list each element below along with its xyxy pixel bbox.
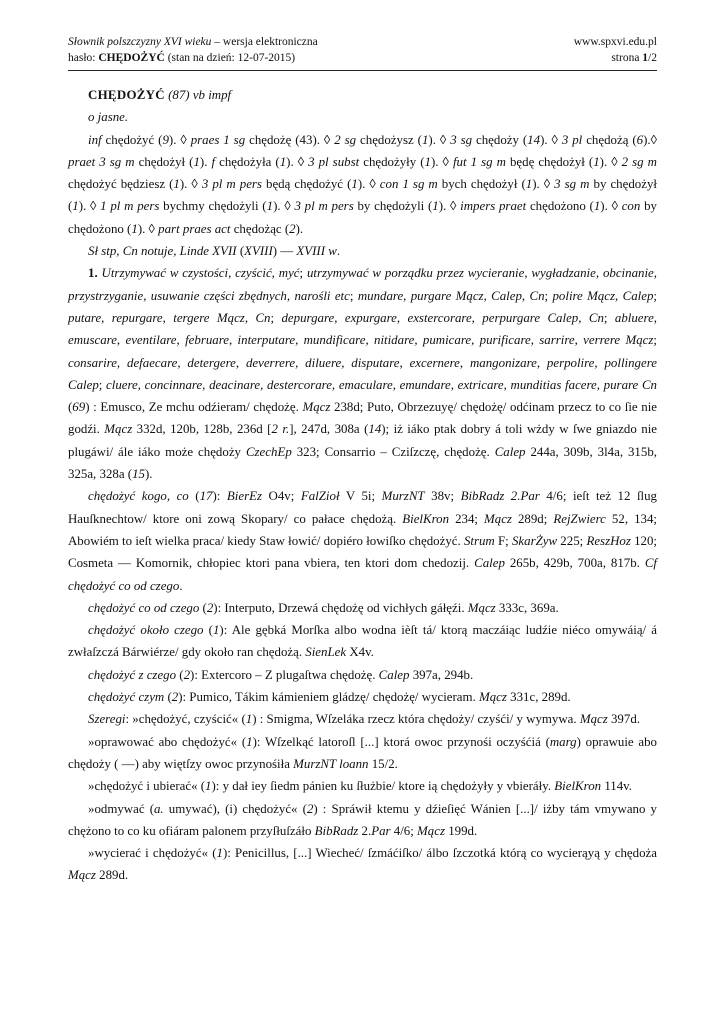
header-divider xyxy=(68,70,657,71)
text-segment: chędożą ( xyxy=(582,132,637,147)
text-segment: ). ◊ xyxy=(179,177,202,192)
italic-segment: 2 xyxy=(306,801,314,816)
italic-segment: Mącz xyxy=(68,868,96,883)
italic-segment: Mącz xyxy=(579,712,608,727)
text-segment: ) : Spráwił ktemu y dźieſięć Wánien [...]/ iżby tám vmywano y chężono to co ku ofiáram palonem przyſłuſzáło xyxy=(68,801,658,838)
text-segment: V 5i; xyxy=(339,489,382,504)
italic-segment: Szeregi xyxy=(88,712,126,727)
text-segment: ); iż iáko ptak dobry á toli wżdy w ſwe gniazdo nie plugáwi/ ále iáko może chędoży xyxy=(68,422,657,459)
usage-paragraph xyxy=(68,485,657,596)
italic-segment: polire Mącz, Calep xyxy=(552,288,654,303)
italic-segment: BibRadz 2.Par xyxy=(460,489,540,504)
text-segment: 333c, 369a. xyxy=(495,600,559,615)
text-segment: : »chędożyć, czyścić« ( xyxy=(125,712,246,727)
italic-segment: 3 pl xyxy=(561,132,583,147)
text-segment: ). xyxy=(144,467,153,482)
part-of-speech: vb impf xyxy=(189,88,232,102)
text-segment: ). ◊ xyxy=(438,199,461,214)
italic-segment: abluere, emuscare, eventilare, februare, interputare, mundificare, nitidare, pumicare, purificare, sarrire, verrere Mącz xyxy=(68,310,658,348)
text-segment: chędożysz ( xyxy=(356,132,422,147)
usage-paragraph xyxy=(68,686,657,708)
italic-segment: 3 pl m pers xyxy=(294,199,354,214)
text-segment: ): Pumico, Tákim kámieniem gládzę/ chędożę/ wycieram. xyxy=(178,690,479,705)
italic-segment: Mącz xyxy=(417,823,445,838)
italic-segment: 1 xyxy=(421,132,429,147)
text-segment: 397a, 294b. xyxy=(409,667,474,682)
italic-segment: a. xyxy=(153,801,164,816)
text-segment: 225; xyxy=(557,533,587,548)
bold-segment: 1. xyxy=(88,266,98,281)
italic-segment: Par xyxy=(371,823,391,838)
text-segment: 238d; Puto, Obrzezuyę/ chędożę/ odćinam przecz to co ſie nie godźi. xyxy=(68,400,657,437)
text-segment: 4/6; ieſt też 12 ſlug Hauſknechtow/ ktore oni zową Skopary/ co pałace chędożą. xyxy=(68,489,657,526)
text-segment: chędożyła ( xyxy=(215,154,280,169)
text-segment: 52, 134; Abowiém to ieſt wielka praca/ kiedy Staw łowić/ dopiéro łowiſko chędożyć. xyxy=(68,511,657,548)
text-segment: ; xyxy=(544,288,553,303)
text-segment: ) : Smigma, Wſzeláka rzecz która chędoży/ czyśći/ y wymywa. xyxy=(252,712,580,727)
italic-segment: praet 3 sg m xyxy=(68,154,135,169)
italic-segment: XVIII w xyxy=(296,244,337,259)
text-segment: chędożąc ( xyxy=(230,221,290,236)
text-segment: . xyxy=(336,244,341,259)
italic-segment: 2 xyxy=(171,690,179,705)
text-segment: bych chędożył ( xyxy=(437,177,526,192)
text-segment: ).◊ xyxy=(643,132,658,147)
entry-headline xyxy=(68,84,657,106)
italic-segment: f xyxy=(211,154,216,169)
italic-segment: chędożyć około czego xyxy=(88,623,204,638)
usage-paragraph xyxy=(68,597,657,619)
italic-segment: SienLek xyxy=(305,645,347,660)
italic-segment: impers praet xyxy=(460,199,527,214)
text-segment: ): Interputo, Drzewá chędożę od vichłych gáłęźi. xyxy=(213,600,468,615)
italic-segment: RejZwierc xyxy=(553,511,606,526)
text-segment: ( xyxy=(203,623,213,638)
text-segment: ( xyxy=(188,489,200,504)
italic-segment: depurgare, expurgare, exstercorare, perpurgare Calep, Cn xyxy=(281,310,604,325)
inflection-forms xyxy=(68,129,657,240)
italic-segment: 1 xyxy=(424,154,431,169)
italic-segment: 14 xyxy=(527,132,541,147)
italic-segment: con xyxy=(621,199,641,214)
italic-segment: Strum xyxy=(463,533,495,548)
italic-segment: chędożyć kogo, co xyxy=(88,489,189,504)
text-segment: 289d. xyxy=(95,868,129,883)
text-segment: ). ◊ xyxy=(540,132,562,147)
italic-segment: 9 xyxy=(162,132,169,147)
text-segment: O4v; xyxy=(262,489,301,504)
usage-paragraph xyxy=(68,731,657,776)
text-segment: 120; Cosmeta — Komornik, chłopiec ktori pana vbiera, ten ktori dom chedozij. xyxy=(68,533,658,571)
text-segment: ). ◊ xyxy=(600,199,622,214)
text-segment: ). xyxy=(199,154,212,169)
italic-segment: 2 r. xyxy=(271,422,290,437)
text-segment: umywać), (i) chędożyć« ( xyxy=(163,801,307,816)
italic-segment: part praes act xyxy=(158,221,231,236)
text-segment: by chędożono ( xyxy=(68,199,657,236)
italic-segment: 1 xyxy=(593,199,601,214)
italic-segment: Calep xyxy=(378,667,410,682)
italic-segment: MurzNT loann xyxy=(293,756,369,771)
header-page xyxy=(611,50,657,66)
text-segment: chędożyć ( xyxy=(101,132,163,147)
text-segment: ): Extercoro – Z plugaſtwa chędożę. xyxy=(190,667,379,682)
headword: CHĘDOŻYĆ xyxy=(88,88,165,102)
italic-segment: Sł stp, Cn notuje, Linde XVII xyxy=(88,244,237,259)
text-segment: by chędożył ( xyxy=(68,177,657,214)
source-title: Słownik polszczyzny XVI wieku xyxy=(68,36,212,48)
italic-segment: Mącz xyxy=(479,690,507,705)
text-segment: ; xyxy=(653,288,657,303)
text-segment: ). ◊ xyxy=(273,199,295,214)
italic-segment: 6 xyxy=(636,132,644,147)
pron-note-text: o jasne. xyxy=(88,110,129,125)
italic-segment: 1 xyxy=(216,846,223,861)
usage-paragraph xyxy=(68,708,657,730)
text-segment: ; xyxy=(603,310,615,325)
italic-segment: 1 xyxy=(525,177,533,192)
text-segment: 331c, 289d. xyxy=(506,690,571,705)
text-segment: . xyxy=(179,578,183,593)
haslo-word: CHĘDOŻYĆ xyxy=(98,52,165,64)
italic-segment: SkarŻyw xyxy=(511,533,558,548)
usage-paragraph xyxy=(68,842,657,887)
text-segment: ). ◊ xyxy=(168,132,191,147)
italic-segment: 14 xyxy=(368,422,382,437)
text-segment: ). ◊ xyxy=(286,154,309,169)
text-segment: 397d. xyxy=(607,712,640,727)
italic-segment: 2 sg m xyxy=(621,154,657,169)
sense-1 xyxy=(68,262,657,485)
italic-segment: 1 xyxy=(246,734,253,749)
text-segment: ). ◊ xyxy=(78,199,101,214)
italic-segment: inf xyxy=(88,132,102,147)
italic-segment: 15 xyxy=(132,467,145,482)
italic-segment: 1 xyxy=(351,177,358,192)
italic-segment: 1 xyxy=(593,154,600,169)
header-haslo xyxy=(68,50,295,66)
italic-segment: BierEz xyxy=(226,489,262,504)
header-row-1 xyxy=(68,34,657,50)
italic-segment: 2 xyxy=(289,221,296,236)
italic-segment: BibRadz xyxy=(314,823,359,838)
text-segment: chędożył ( xyxy=(134,154,194,169)
text-segment: ): xyxy=(212,489,227,504)
italic-segment: 1 xyxy=(245,712,253,727)
text-segment: będą chędożyć ( xyxy=(261,177,352,192)
italic-segment: 2 sg xyxy=(334,132,357,147)
header-website: www.spxvi.edu.pl xyxy=(573,36,657,48)
text-segment: 244a, 309b, 3l4a, 315b, 325a, 328a ( xyxy=(68,444,657,482)
italic-segment: chędożyć z czego xyxy=(88,667,177,682)
text-segment: »chędożyć i ubierać« ( xyxy=(88,779,206,794)
source-dictionaries xyxy=(68,240,657,262)
text-segment: 15/2. xyxy=(368,756,398,771)
italic-segment: con 1 sg m xyxy=(379,177,438,192)
entry-content xyxy=(68,84,657,887)
page-number: 1 xyxy=(642,52,649,64)
text-segment: by chędożyli ( xyxy=(353,199,433,214)
header-row-2 xyxy=(68,50,657,66)
italic-segment: 69 xyxy=(72,400,86,415)
text-segment: ). ◊ xyxy=(532,177,555,192)
text-segment: ): y dał iey ſiedm pánien ku ſłużbie/ ktore ią chędożyły y vbieráły. xyxy=(211,779,555,794)
text-segment: ). ◊ xyxy=(428,132,451,147)
text-segment: 265b, 429b, 700a, 817b. xyxy=(504,556,645,571)
text-segment: chędoży ( xyxy=(472,132,528,147)
text-segment: 114v. xyxy=(601,779,633,794)
italic-segment: Mącz xyxy=(302,400,331,415)
text-segment: chędożę (43). ◊ xyxy=(245,132,335,147)
text-segment: bychmy chędożyli ( xyxy=(159,199,267,214)
text-segment: ) — xyxy=(272,244,297,259)
italic-segment: 3 sg m xyxy=(554,177,590,192)
header-source xyxy=(68,34,318,50)
italic-segment: BielKron xyxy=(402,511,450,526)
text-segment: ): Ale gębká Morſka albo wodna ièſt tá/ ktorą maczáiąc ludźie niéco omywáią/ á zwłaſzczá Bárwiérze/ gdy około ran chędożą. xyxy=(68,623,657,660)
text-segment: 323; Consarrio – Cziſzczę, chędożę. xyxy=(291,444,495,459)
italic-segment: marg xyxy=(549,734,577,749)
italic-segment: 1 xyxy=(266,199,274,214)
italic-segment: Mącz xyxy=(467,600,496,615)
italic-segment: 1 xyxy=(173,177,180,192)
text-segment: ). ◊ xyxy=(137,221,159,236)
text-segment: 234; xyxy=(449,511,485,526)
italic-segment: cluere, concinnare, deacinare, destercorare, emaculare, emundare, extricare, munditias facere, purare Cn xyxy=(106,377,657,392)
text-segment: 289d; xyxy=(511,511,554,526)
text-segment: 2. xyxy=(358,823,372,838)
italic-segment: 1 xyxy=(212,623,220,638)
italic-segment: 1 xyxy=(193,154,200,169)
italic-segment: 1 xyxy=(205,779,212,794)
text-segment: chędożyły ( xyxy=(359,154,425,169)
text-segment: ( xyxy=(176,667,184,682)
italic-segment: Mącz xyxy=(104,422,133,437)
usage-paragraphs xyxy=(68,485,657,886)
italic-segment: 1 xyxy=(131,221,138,236)
text-segment: 199d. xyxy=(444,823,478,838)
italic-segment: 1 xyxy=(72,199,79,214)
text-segment: 38v; xyxy=(424,489,461,504)
text-segment: ): Wſzelkąć latoroſl [...] ktorá owoc przynośi oczyśćiá ( xyxy=(252,734,550,749)
italic-segment: putare, repurgare, tergere Mącz, Cn xyxy=(68,310,271,325)
text-segment: ; xyxy=(98,377,107,392)
text-segment: F; xyxy=(494,533,512,548)
italic-segment: BielKron xyxy=(554,779,602,794)
page-total: /2 xyxy=(648,52,657,64)
text-segment: ). ◊ xyxy=(431,154,453,169)
italic-segment: consarire, defaecare, detergere, deverrere, diluere, disputare, excernere, mangonizare, perpolire, pollingere Calep xyxy=(68,355,657,392)
italic-segment: mundare, purgare Mącz, Calep, Cn xyxy=(357,288,545,303)
headword-count: (87) xyxy=(168,88,190,102)
haslo-state: (stan na dzień: 12-07-2015) xyxy=(164,52,296,64)
text-segment: ; xyxy=(270,310,282,325)
text-segment: ( xyxy=(199,600,207,615)
text-segment: ): Penicillus, [...] Wiecheć/ ſzmáćiſko/ álbo ſzczotká którą co wycierąyą y chędoża xyxy=(222,846,657,861)
text-segment: ; xyxy=(299,266,307,281)
text-segment: 332d, 120b, 128b, 236d [ xyxy=(132,422,272,437)
text-segment: ; xyxy=(653,333,657,348)
source-rest: – wersja elektroniczna xyxy=(211,36,318,48)
pronunciation-note xyxy=(68,106,657,128)
italic-segment: ReszHoz xyxy=(586,533,631,548)
usage-paragraph xyxy=(68,664,657,686)
text-segment: »wycierać i chędożyć« ( xyxy=(88,846,217,861)
italic-segment: praes 1 sg xyxy=(190,132,246,147)
text-segment: ). ◊ xyxy=(599,154,622,169)
italic-segment: fut 1 sg m xyxy=(452,154,506,169)
text-segment: ). xyxy=(295,221,304,236)
haslo-prefix: hasło: xyxy=(68,52,99,64)
italic-segment: 1 pl m pers xyxy=(100,199,160,214)
italic-segment: Mącz xyxy=(484,511,512,526)
italic-segment: FalZioł xyxy=(300,489,340,504)
italic-segment: 1 xyxy=(432,199,439,214)
text-segment: chędożono ( xyxy=(526,199,594,214)
text-segment: 4/6; xyxy=(390,823,418,838)
text-segment: ( xyxy=(68,400,73,415)
text-segment: ) : Emusco, Ze mchu odźieram/ chędożę. xyxy=(85,400,303,415)
text-segment: »oprawować abo chędożyć« ( xyxy=(88,734,247,749)
italic-segment: 3 pl m pers xyxy=(201,177,262,192)
text-segment: X4v. xyxy=(346,645,374,660)
text-segment: ) oprawuie abo chędoży ( —) aby więtſzy owoc przynośiła xyxy=(68,734,657,771)
italic-segment: 3 pl subst xyxy=(308,154,360,169)
text-segment: ). ◊ xyxy=(357,177,380,192)
text-segment: będę chędożył ( xyxy=(505,154,594,169)
text-segment: »odmywać ( xyxy=(88,801,154,816)
italic-segment: XVIII xyxy=(244,244,273,259)
usage-paragraph xyxy=(68,619,657,664)
text-segment: ( xyxy=(164,690,172,705)
italic-segment: MurzNT xyxy=(381,489,425,504)
italic-segment: 1 xyxy=(279,154,287,169)
italic-segment: 2 xyxy=(183,667,191,682)
italic-segment: utrzymywać w porządku przez wycieranie, wygładzanie, obcinanie, przystrzyganie, usuwanie części zbędnych, narośli etc xyxy=(68,266,657,303)
italic-segment: 2 xyxy=(206,600,214,615)
italic-segment: chędożyć co od czego xyxy=(88,600,200,615)
italic-segment: chędożyć czym xyxy=(88,690,165,705)
usage-paragraph xyxy=(68,775,657,797)
page-prefix: strona xyxy=(611,52,643,64)
italic-segment: Utrzymywać w czystości, czyścić, myć xyxy=(101,266,300,281)
text-segment: ( xyxy=(236,244,245,259)
usage-paragraph xyxy=(68,798,657,843)
italic-segment: Calep xyxy=(494,444,526,459)
text-segment: ], 247d, 308a ( xyxy=(289,422,369,437)
italic-segment: 17 xyxy=(199,489,213,504)
italic-segment: 3 sg xyxy=(450,132,473,147)
italic-segment: Cf chędożyć co od czego xyxy=(68,556,658,593)
page-header xyxy=(68,34,657,66)
italic-segment: CzechEp xyxy=(245,444,292,459)
italic-segment: Calep xyxy=(474,556,505,571)
text-segment: ; xyxy=(349,288,358,303)
text-segment: chędożyć będziesz ( xyxy=(68,177,174,192)
